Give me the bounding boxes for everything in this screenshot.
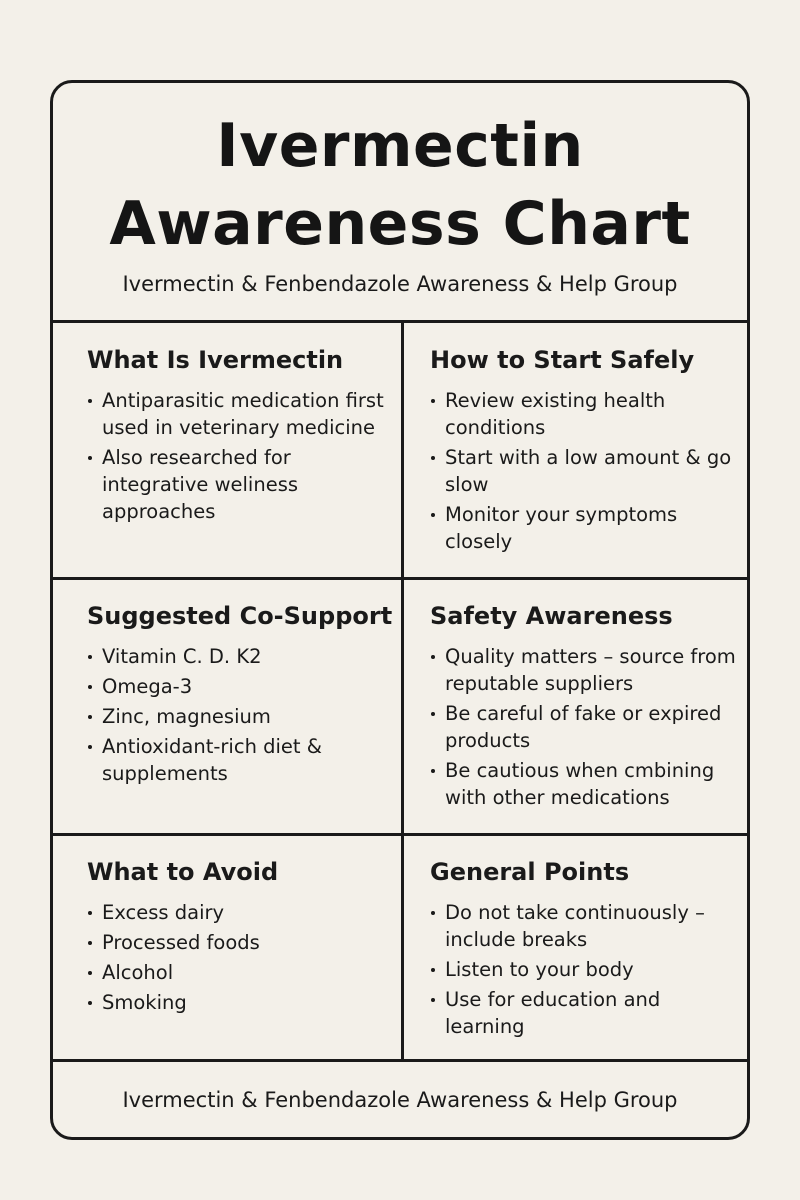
chart-title-line-1: Ivermectin: [216, 111, 584, 181]
section-general-points: [402, 835, 747, 1061]
sections-grid: [53, 323, 747, 1061]
section-what-to-avoid: [53, 835, 402, 1061]
section-title: General Points: [430, 858, 630, 886]
section-list: [430, 899, 737, 1040]
section-title: How to Start Safely: [430, 346, 695, 374]
list-item: Excess dairy: [87, 899, 392, 926]
chart-footer: [53, 1061, 747, 1140]
list-item: Monitor your symptoms closely: [430, 501, 737, 555]
section-title: What to Avoid: [87, 858, 279, 886]
awareness-chart-card: [50, 80, 750, 1140]
section-title: Suggested Co-Support: [87, 602, 393, 630]
section-list: [87, 643, 392, 787]
list-item: Quality matters – source from reputable suppliers: [430, 643, 737, 697]
list-item: Smoking: [87, 989, 392, 1016]
section-list: [87, 899, 392, 1016]
section-title: Safety Awareness: [430, 602, 673, 630]
list-item: Vitamin C. D. K2: [87, 643, 392, 670]
section-list: [430, 387, 737, 555]
section-what-is-ivermectin: [53, 323, 402, 579]
section-safety-awareness: [402, 579, 747, 835]
list-item: Alcohol: [87, 959, 392, 986]
list-item: Also researched for integrative weliness approaches: [87, 444, 392, 525]
section-title: What Is Ivermectin: [87, 346, 344, 374]
section-list: [87, 387, 392, 525]
list-item: Zinc, magnesium: [87, 703, 392, 730]
chart-subtitle: Ivermectin & Fenbendazole Awareness & Help Group: [122, 272, 678, 296]
list-item: Omega-3: [87, 673, 392, 700]
list-item: Use for education and learning: [430, 986, 737, 1040]
chart-header: [53, 83, 747, 323]
footer-text: Ivermectin & Fenbendazole Awareness & Help Group: [122, 1088, 678, 1112]
section-list: [430, 643, 737, 811]
chart-title-line-2: Awareness Chart: [109, 189, 691, 259]
list-item: Processed foods: [87, 929, 392, 956]
list-item: Be cautious when cmbining with other medications: [430, 757, 737, 811]
section-how-to-start-safely: [402, 323, 747, 579]
list-item: Antiparasitic medication first used in veterinary medicine: [87, 387, 392, 441]
section-suggested-co-support: [53, 579, 402, 835]
list-item: Start with a low amount & go slow: [430, 444, 737, 498]
list-item: Do not take continuously – include breaks: [430, 899, 737, 953]
list-item: Review existing health conditions: [430, 387, 737, 441]
list-item: Listen to your body: [430, 956, 737, 983]
list-item: Be careful of fake or expired products: [430, 700, 737, 754]
list-item: Antioxidant-rich diet & supplements: [87, 733, 392, 787]
